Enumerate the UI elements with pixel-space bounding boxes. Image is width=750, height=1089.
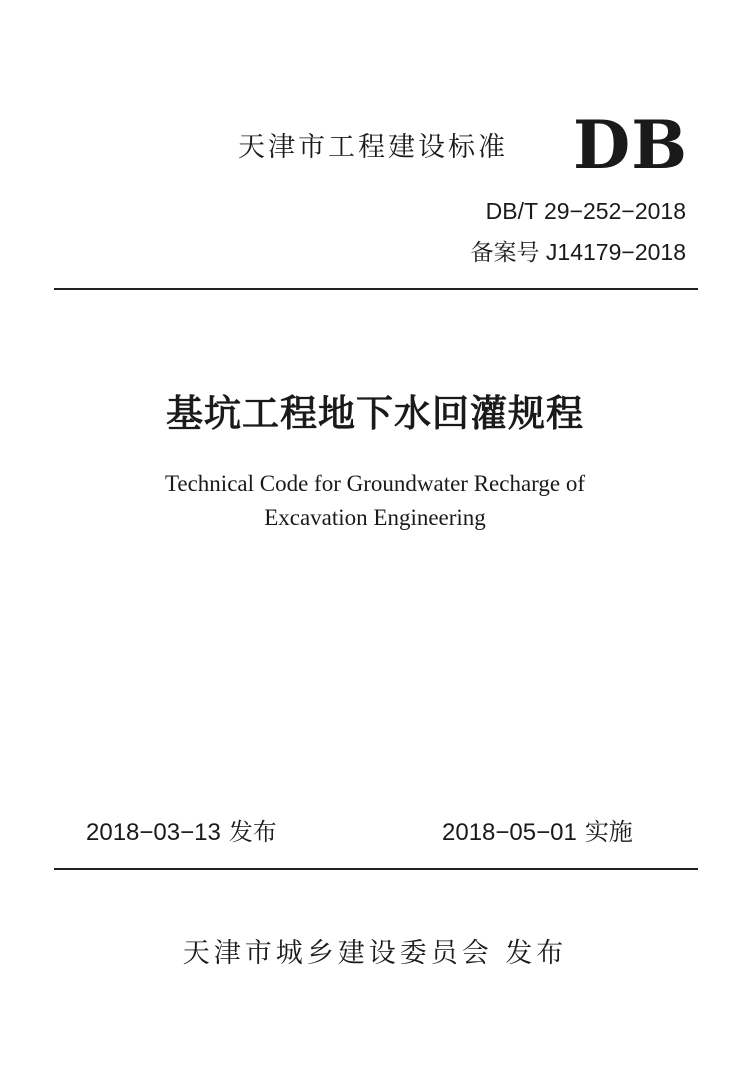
db-logo: DB bbox=[572, 106, 688, 184]
implementation-date-block bbox=[442, 820, 633, 845]
publisher: 天津市城乡建设委员会 发布 bbox=[182, 938, 568, 969]
implementation-date: 2018−05−01 bbox=[442, 819, 577, 846]
standard-category: 天津市工程建设标准 bbox=[238, 132, 508, 163]
document-title-chinese: 基坑工程地下水回灌规程 bbox=[166, 392, 584, 435]
top-divider bbox=[54, 288, 698, 290]
implementation-label: 实施 bbox=[584, 818, 633, 846]
document-title-english bbox=[0, 467, 750, 535]
english-title-line-2: Excavation Engineering bbox=[264, 505, 486, 530]
bottom-divider bbox=[54, 868, 698, 870]
issue-label: 发布 bbox=[228, 818, 277, 846]
english-title-line-1: Technical Code for Groundwater Recharge of bbox=[164, 471, 586, 496]
record-number: 备案号 J14179−2018 bbox=[470, 239, 686, 265]
standard-code: DB/T 29−252−2018 bbox=[485, 198, 686, 224]
issue-date-block bbox=[86, 820, 277, 845]
issue-date: 2018−03−13 bbox=[86, 819, 221, 846]
